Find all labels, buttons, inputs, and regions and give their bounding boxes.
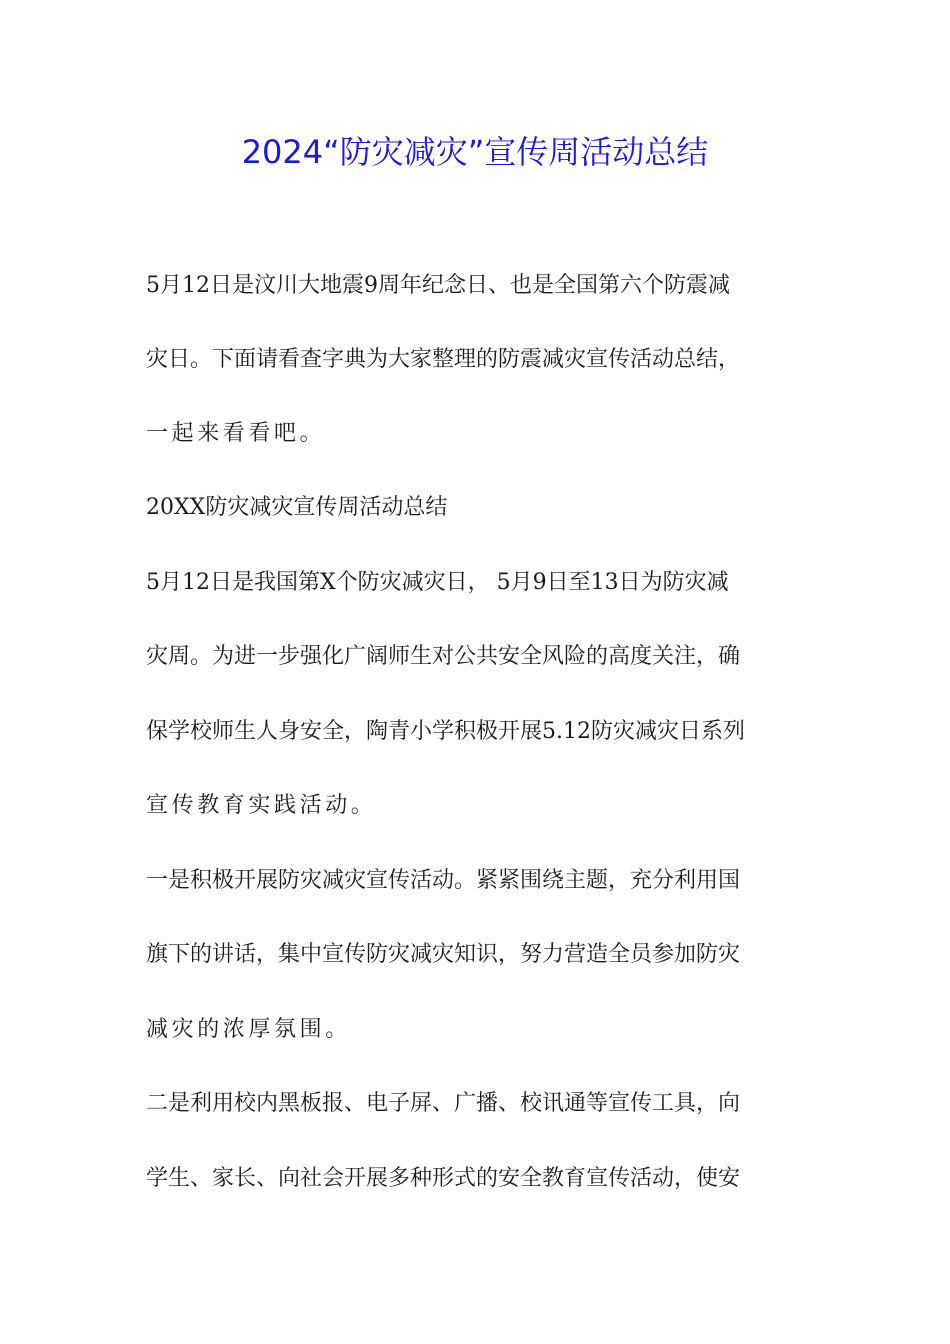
paragraph-line: 一起来看看吧。 [146,421,326,446]
paragraph-line: 减灾的浓厚氛围。 [146,1017,351,1042]
paragraph-line: 5月12日是我国第X个防灾减灾日， 5月9日至13日为防灾减 [146,570,729,595]
paragraph-line: 5月12日是汶川大地震9周年纪念日、也是全国第六个防震减 [146,273,730,298]
paragraph-line: 灾日。下面请看查字典为大家整理的防震减灾宣传活动总结， [146,347,741,372]
paragraph-line: 宣传教育实践活动。 [146,793,377,818]
paragraph-line: 一是积极开展防灾减灾宣传活动。紧紧围绕主题，充分利用国 [146,868,741,893]
paragraph-line: 灾周。为进一步强化广阔师生对公共安全风险的高度关注，确 [146,644,741,669]
paragraph-line: 二是利用校内黑板报、电子屏、广播、校讯通等宣传工具，向 [146,1091,741,1116]
paragraph-line: 旗下的讲话，集中宣传防灾减灾知识，努力营造全员参加防灾 [146,942,741,967]
paragraph-line: 学生、家长、向社会开展多种形式的安全教育宣传活动，使安 [146,1166,741,1191]
paragraph-line: 保学校师生人身安全，陶青小学积极开展5.12防灾减灾日系列 [146,719,745,744]
section-heading: 20XX防灾减灾宣传周活动总结 [146,495,448,520]
document-title: 2024“防灾减灾”宣传周活动总结 [241,133,709,171]
